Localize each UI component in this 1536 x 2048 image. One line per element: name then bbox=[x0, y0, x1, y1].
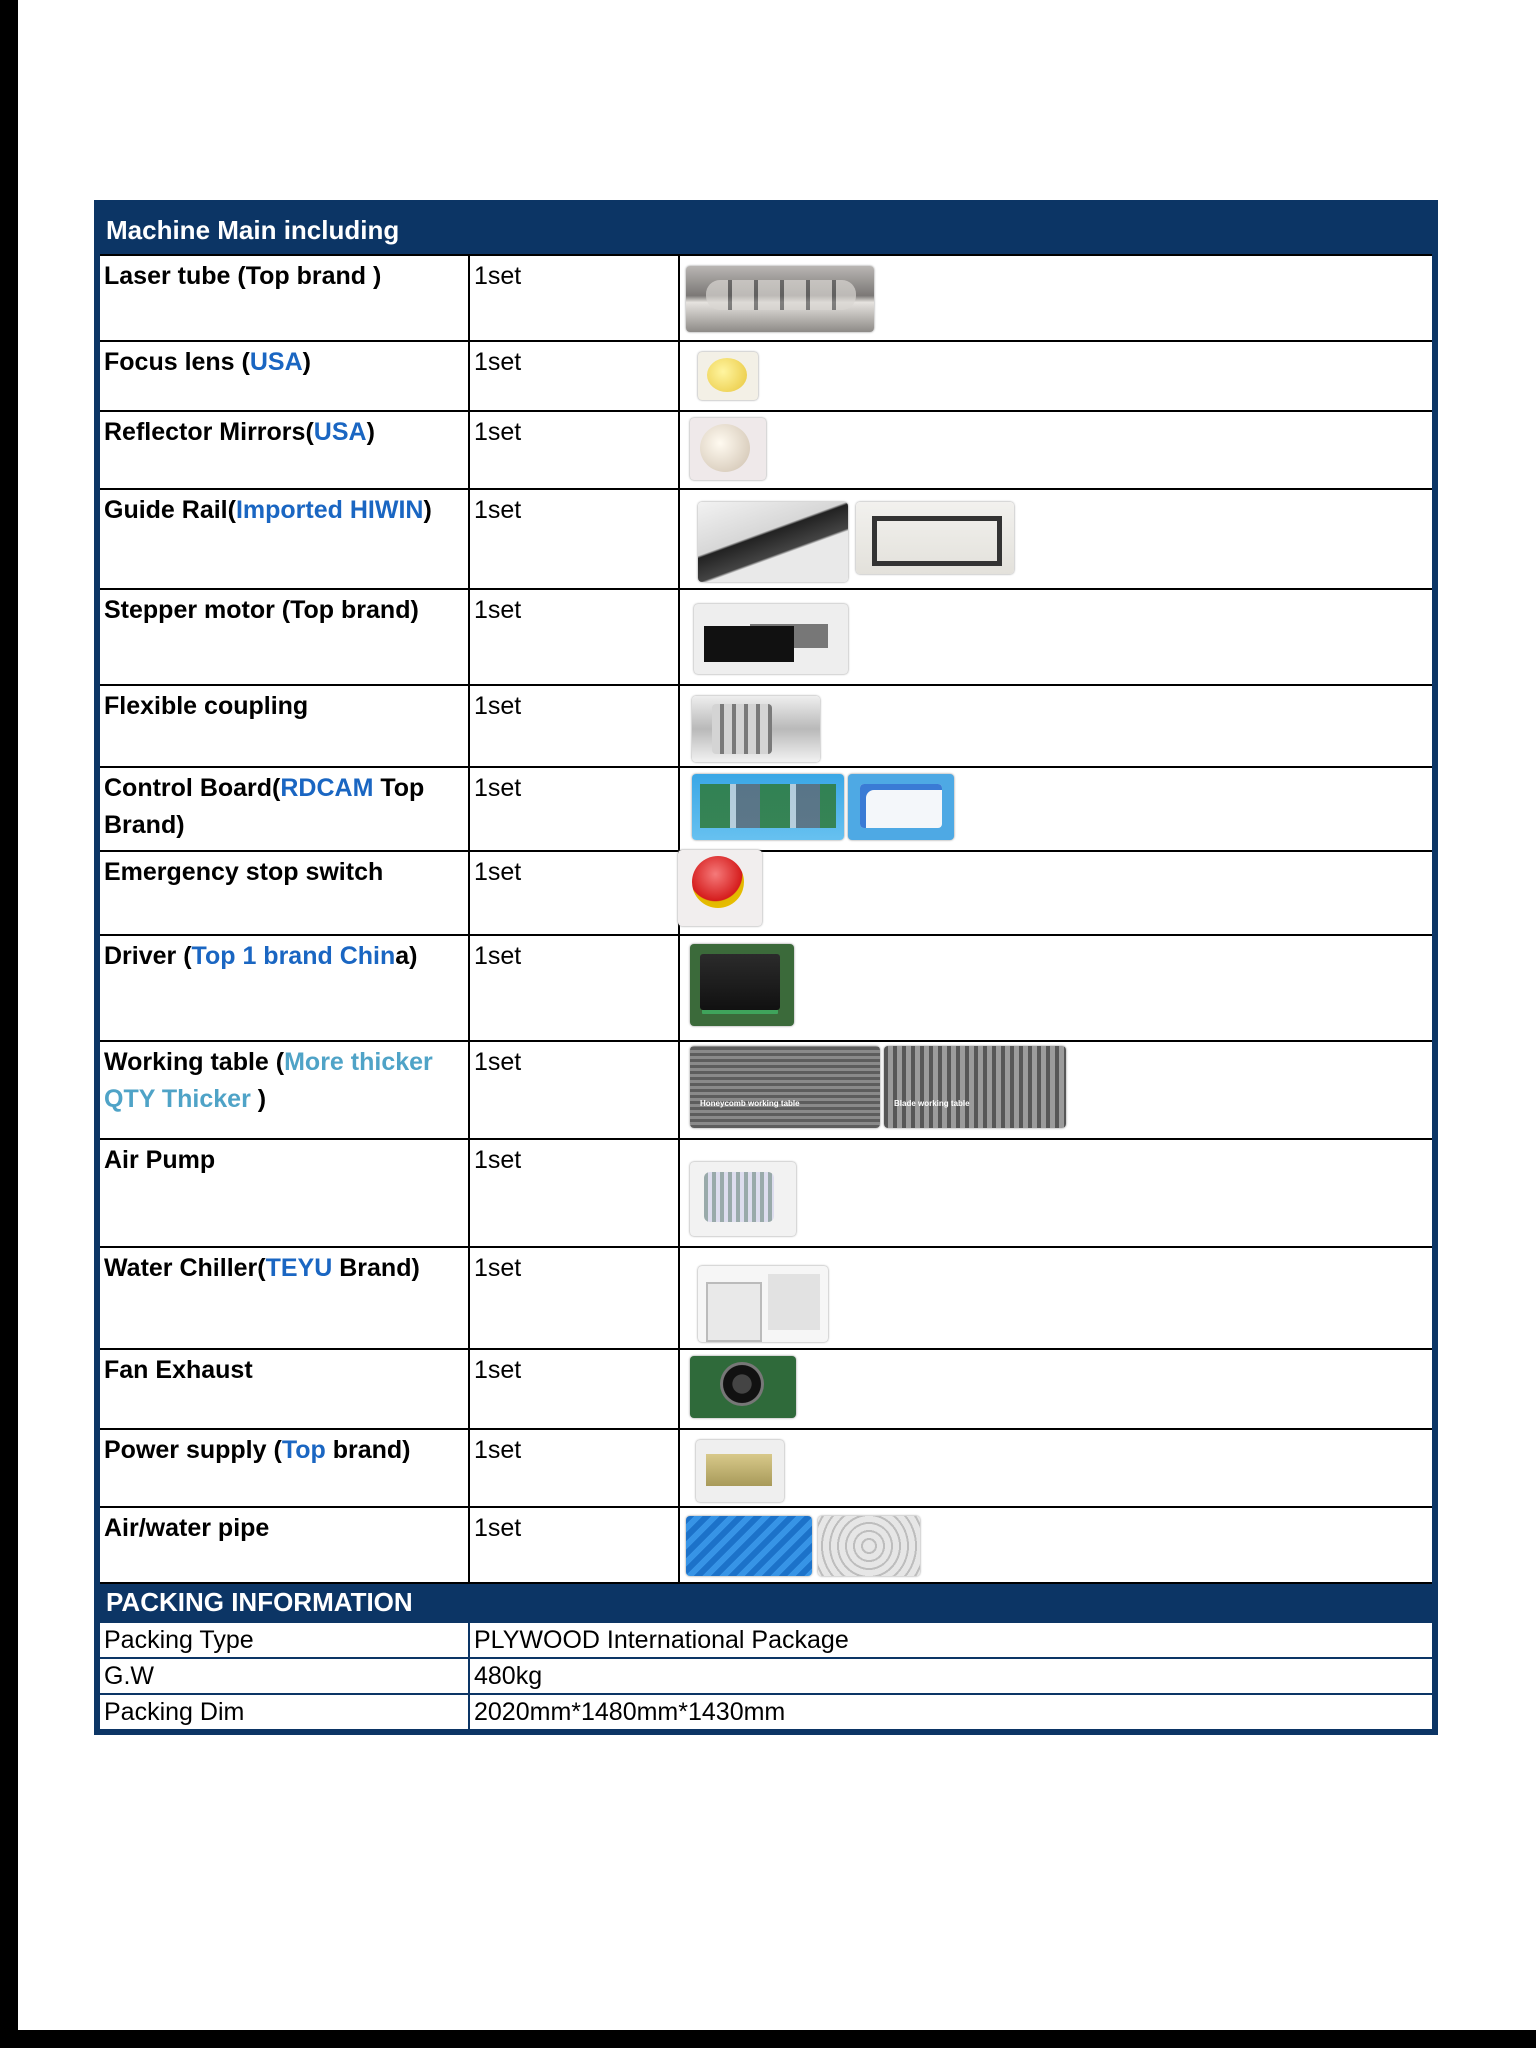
item-name: Focus lens (USA) bbox=[97, 341, 469, 411]
image-caption: Honeycomb working table bbox=[700, 1099, 800, 1108]
table-row bbox=[97, 255, 1435, 341]
table-row bbox=[97, 1429, 1435, 1507]
item-qty: 1set bbox=[469, 1507, 679, 1583]
item-name: Guide Rail(Imported HIWIN) bbox=[97, 489, 469, 589]
item-qty: 1set bbox=[469, 341, 679, 411]
guide-rail-machine-image bbox=[856, 502, 1014, 574]
table-row bbox=[97, 1139, 1435, 1247]
packing-row bbox=[97, 1622, 1435, 1658]
item-name: Emergency stop switch bbox=[97, 851, 469, 935]
table-row bbox=[97, 1349, 1435, 1429]
item-image-cell bbox=[679, 589, 1435, 685]
item-name: Water Chiller(TEYU Brand) bbox=[97, 1247, 469, 1349]
item-name: Air Pump bbox=[97, 1139, 469, 1247]
item-image-cell bbox=[679, 411, 1435, 489]
item-qty: 1set bbox=[469, 851, 679, 935]
section-title: Machine Main including bbox=[97, 203, 1435, 255]
item-name: Air/water pipe bbox=[97, 1507, 469, 1583]
table-row bbox=[97, 851, 1435, 935]
packing-row bbox=[97, 1694, 1435, 1732]
section-header-row bbox=[97, 203, 1435, 255]
item-qty: 1set bbox=[469, 411, 679, 489]
item-qty: 1set bbox=[469, 767, 679, 851]
item-name: Stepper motor (Top brand) bbox=[97, 589, 469, 685]
table-row bbox=[97, 1247, 1435, 1349]
packing-row bbox=[97, 1658, 1435, 1694]
packing-value: PLYWOOD International Package bbox=[469, 1622, 1435, 1658]
guide-rail-image bbox=[698, 502, 848, 582]
control-panel-image bbox=[848, 774, 954, 840]
emergency-stop-image bbox=[678, 850, 762, 926]
table-row bbox=[97, 767, 1435, 851]
item-name: Control Board(RDCAM Top Brand) bbox=[97, 767, 469, 851]
image-caption: Blade working table bbox=[894, 1099, 970, 1108]
item-image-cell bbox=[679, 685, 1435, 767]
item-image-cell bbox=[679, 935, 1435, 1041]
page-frame-left bbox=[0, 0, 18, 2048]
table-row bbox=[97, 489, 1435, 589]
item-image-cell bbox=[679, 255, 1435, 341]
focus-lens-image bbox=[698, 352, 758, 400]
machine-spec-table bbox=[94, 200, 1438, 1735]
table-row bbox=[97, 935, 1435, 1041]
item-qty: 1set bbox=[469, 1041, 679, 1139]
fan-exhaust-image bbox=[690, 1356, 796, 1418]
table-row bbox=[97, 341, 1435, 411]
laser-tube-image bbox=[686, 266, 874, 332]
item-image-cell bbox=[679, 1139, 1435, 1247]
power-supply-image bbox=[696, 1440, 784, 1502]
packing-title: PACKING INFORMATION bbox=[97, 1583, 1435, 1622]
packing-label: G.W bbox=[97, 1658, 469, 1694]
item-qty: 1set bbox=[469, 1247, 679, 1349]
page-frame-bottom bbox=[0, 2030, 1536, 2048]
control-board-image bbox=[692, 774, 844, 840]
honeycomb-table-image bbox=[690, 1046, 880, 1128]
item-image-cell bbox=[679, 489, 1435, 589]
item-name: Working table (More thicker QTY Thicker ) bbox=[97, 1041, 469, 1139]
item-name: Fan Exhaust bbox=[97, 1349, 469, 1429]
air-pump-image bbox=[690, 1162, 796, 1236]
table-row bbox=[97, 1041, 1435, 1139]
item-qty: 1set bbox=[469, 1139, 679, 1247]
blade-table-image bbox=[884, 1046, 1066, 1128]
item-name: Flexible coupling bbox=[97, 685, 469, 767]
item-image-cell bbox=[679, 1041, 1435, 1139]
item-image-cell bbox=[679, 1507, 1435, 1583]
item-qty: 1set bbox=[469, 1349, 679, 1429]
item-name: Laser tube (Top brand ) bbox=[97, 255, 469, 341]
item-image-cell bbox=[679, 851, 1435, 935]
item-name: Reflector Mirrors(USA) bbox=[97, 411, 469, 489]
item-image-cell bbox=[679, 1429, 1435, 1507]
item-qty: 1set bbox=[469, 589, 679, 685]
driver-image bbox=[690, 944, 794, 1026]
item-qty: 1set bbox=[469, 935, 679, 1041]
reflector-mirror-image bbox=[690, 418, 766, 480]
item-image-cell bbox=[679, 1247, 1435, 1349]
item-qty: 1set bbox=[469, 255, 679, 341]
table-row bbox=[97, 411, 1435, 489]
table-row bbox=[97, 1507, 1435, 1583]
packing-label: Packing Dim bbox=[97, 1694, 469, 1732]
air-pipe-image bbox=[686, 1516, 812, 1576]
packing-header-row bbox=[97, 1583, 1435, 1622]
table-row bbox=[97, 589, 1435, 685]
flexible-coupling-image bbox=[692, 696, 820, 762]
item-image-cell bbox=[679, 341, 1435, 411]
item-name: Driver (Top 1 brand China) bbox=[97, 935, 469, 1041]
item-qty: 1set bbox=[469, 685, 679, 767]
item-qty: 1set bbox=[469, 1429, 679, 1507]
packing-label: Packing Type bbox=[97, 1622, 469, 1658]
water-pipe-image bbox=[818, 1516, 920, 1576]
item-image-cell bbox=[679, 1349, 1435, 1429]
item-image-cell bbox=[679, 767, 1435, 851]
item-name: Power supply (Top brand) bbox=[97, 1429, 469, 1507]
item-qty: 1set bbox=[469, 489, 679, 589]
water-chiller-image bbox=[698, 1266, 828, 1342]
table-row bbox=[97, 685, 1435, 767]
stepper-motor-image bbox=[694, 604, 848, 674]
packing-value: 2020mm*1480mm*1430mm bbox=[469, 1694, 1435, 1732]
packing-value: 480kg bbox=[469, 1658, 1435, 1694]
